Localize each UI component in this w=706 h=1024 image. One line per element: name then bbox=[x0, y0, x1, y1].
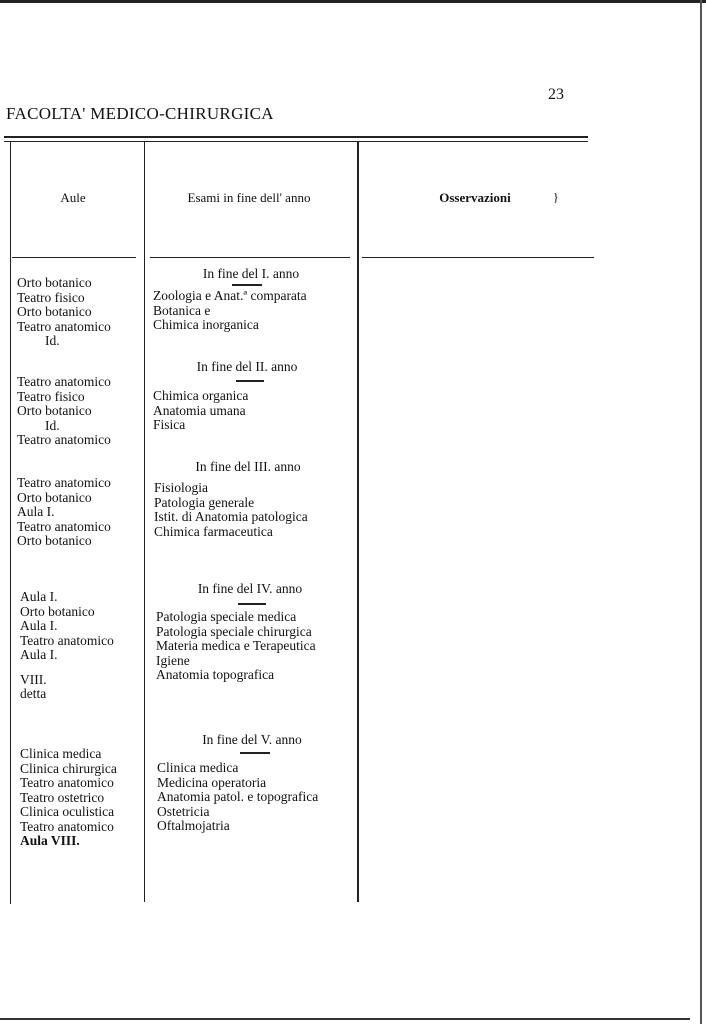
list-item: detta bbox=[20, 686, 47, 701]
list-item: Anatomia umana bbox=[153, 402, 246, 418]
year-heading-2: In fine del II. anno bbox=[196, 359, 298, 374]
list-item: Teatro anatomico bbox=[17, 475, 111, 490]
list-item: Orto botanico bbox=[17, 489, 92, 505]
list-item: Anatomia topografica bbox=[156, 667, 275, 682]
aule-list-year-4 bbox=[20, 590, 114, 702]
esami-list-year-1 bbox=[153, 289, 307, 333]
list-item bbox=[20, 663, 114, 673]
list-item: Botanica e bbox=[153, 302, 211, 318]
list-item: Id. bbox=[45, 333, 60, 348]
column-divider-1 bbox=[144, 142, 145, 902]
list-item: Orto botanico bbox=[20, 603, 95, 619]
list-item: Teatro fisico bbox=[17, 289, 85, 305]
list-item: Clinica medica bbox=[157, 760, 239, 775]
year-heading-3: In fine del III. anno bbox=[195, 459, 301, 474]
list-item: Teatro fisico bbox=[17, 388, 85, 404]
column-header-rule-osservazioni bbox=[362, 257, 594, 258]
page-right-edge bbox=[700, 0, 702, 1024]
list-item: Teatro anatomico bbox=[17, 374, 111, 389]
list-item: Zoologia e Anat.ª comparata bbox=[153, 288, 307, 303]
aule-list-year-1 bbox=[17, 276, 111, 349]
list-item: Id. bbox=[45, 417, 60, 433]
year-heading-1: In fine del I. anno bbox=[202, 266, 300, 281]
esami-list-year-2 bbox=[153, 389, 248, 433]
list-item: Medicina operatoria bbox=[157, 774, 267, 790]
list-item: Igiene bbox=[156, 652, 190, 668]
esami-list-year-4 bbox=[156, 610, 316, 683]
column-divider-2 bbox=[357, 142, 359, 902]
column-header-rule-aule bbox=[12, 257, 136, 258]
list-item: Aula VIII. bbox=[20, 833, 80, 848]
list-item: Anatomia patol. e topografica bbox=[157, 789, 319, 804]
list-item: Fisiologia bbox=[154, 480, 209, 495]
list-item: Teatro anatomico bbox=[17, 432, 111, 447]
column-header-esami: Esami in fine dell' anno bbox=[187, 190, 311, 205]
list-item: Ostetricia bbox=[157, 803, 210, 819]
list-item: Teatro anatomico bbox=[20, 818, 114, 834]
header-rule-top bbox=[4, 136, 588, 138]
list-item: Teatro anatomico bbox=[17, 518, 111, 534]
list-item: Fisica bbox=[153, 417, 186, 432]
list-item: Teatro ostetrico bbox=[20, 789, 105, 805]
list-item: Orto botanico bbox=[17, 275, 92, 290]
list-item: Clinica chirurgica bbox=[20, 760, 117, 776]
column-header-osservazioni: Osservazioni bbox=[439, 190, 511, 205]
list-item: Orto botanico bbox=[17, 533, 92, 548]
aule-list-year-2 bbox=[17, 375, 111, 448]
list-item: Aula I. bbox=[20, 647, 58, 662]
esami-list-year-5 bbox=[157, 761, 318, 834]
list-item: VIII. bbox=[20, 671, 47, 687]
list-item: Clinica medica bbox=[20, 746, 102, 761]
aule-list-year-3 bbox=[17, 476, 111, 549]
list-item: Chimica inorganica bbox=[153, 317, 259, 332]
column-header-aule: Aule bbox=[60, 190, 86, 205]
list-item: Orto botanico bbox=[17, 304, 92, 319]
page-bottom-edge bbox=[0, 1018, 690, 1020]
side-mark: } bbox=[553, 190, 559, 204]
list-item: Chimica organica bbox=[153, 388, 249, 403]
esami-list-year-3 bbox=[154, 481, 308, 539]
list-item: Chimica farmaceutica bbox=[154, 523, 273, 539]
list-item: Oftalmojatria bbox=[157, 818, 230, 833]
list-item: Patologia speciale chirurgica bbox=[156, 623, 312, 639]
year-heading-4: In fine del IV. anno bbox=[197, 581, 303, 596]
list-item: Teatro anatomico bbox=[20, 775, 114, 790]
header-rule-bottom bbox=[4, 141, 588, 142]
list-item: Teatro anatomico bbox=[17, 318, 111, 334]
list-item: Aula I. bbox=[20, 589, 58, 604]
page-title: FACOLTA' MEDICO-CHIRURGICA bbox=[6, 104, 274, 123]
page-top-edge bbox=[0, 0, 706, 3]
year-divider-5 bbox=[240, 752, 270, 754]
column-header-rule-esami bbox=[150, 257, 350, 258]
year-divider-1 bbox=[232, 284, 262, 286]
year-heading-5: In fine del V. anno bbox=[202, 732, 302, 747]
year-divider-2 bbox=[236, 380, 264, 382]
year-divider-4 bbox=[238, 603, 266, 605]
list-item: Patologia speciale medica bbox=[156, 609, 297, 624]
aule-list-year-5 bbox=[20, 747, 117, 849]
list-item: Aula I. bbox=[20, 618, 58, 633]
list-item: Materia medica e Terapeutica bbox=[156, 638, 316, 653]
list-item: Clinica oculistica bbox=[20, 804, 115, 819]
page-number: 23 bbox=[548, 86, 564, 103]
list-item: Patologia generale bbox=[154, 494, 255, 510]
list-item: Orto botanico bbox=[17, 403, 92, 418]
list-item: Aula I. bbox=[17, 504, 55, 519]
list-item: Teatro anatomico bbox=[20, 632, 114, 648]
list-item: Istit. di Anatomia patologica bbox=[154, 509, 308, 524]
table-left-border bbox=[10, 142, 11, 904]
